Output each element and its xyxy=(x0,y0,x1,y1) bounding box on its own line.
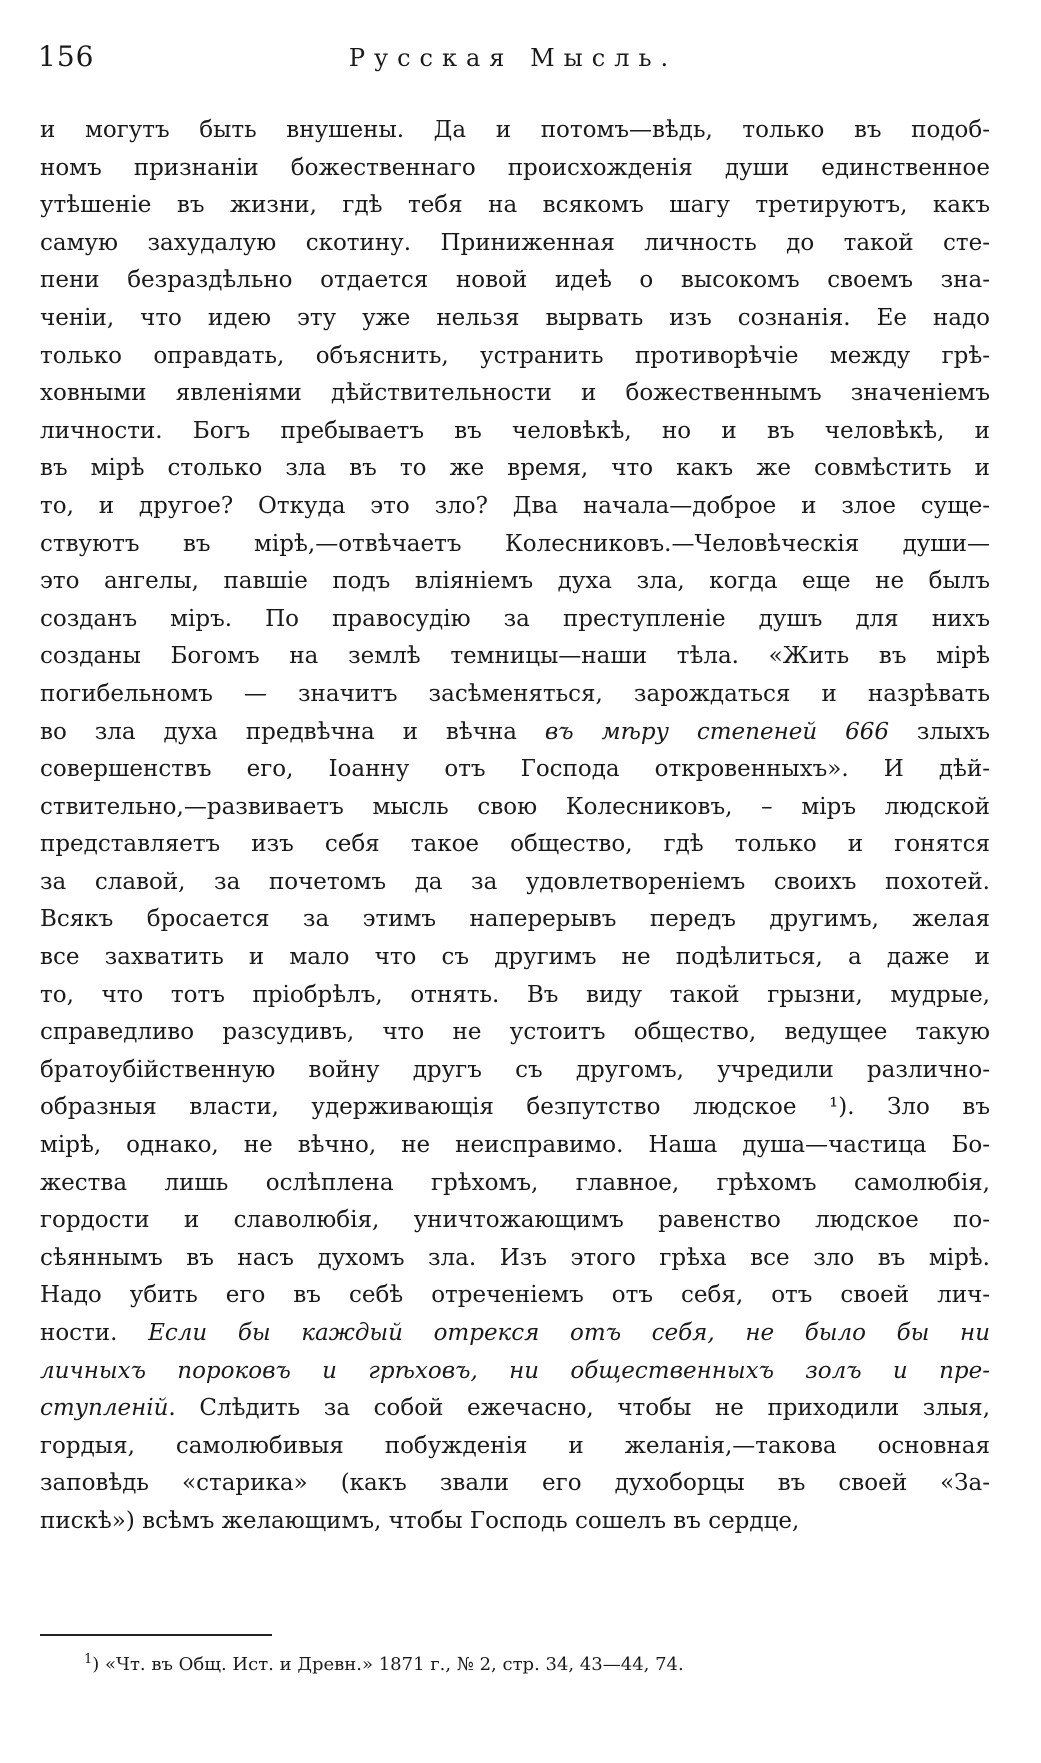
text-segment: Надо убить его въ себѣ отреченіемъ отъ себя, отъ своей лич- xyxy=(40,1282,990,1309)
text-segment: это ангелы, павшіе подъ вліяніемъ духа зла, когда еще не былъ xyxy=(40,568,990,595)
text-segment: за славой, за почетомъ да за удовлетвореніемъ своихъ похотей. xyxy=(40,868,990,895)
text-segment: погибельномъ — значитъ засѣменяться, зарождаться и назрѣвать xyxy=(40,680,990,707)
text-segment: ховными явленіями дѣйствительности и божественнымъ значеніемъ xyxy=(40,380,990,407)
text-line xyxy=(40,714,990,752)
text-segment: и могутъ быть внушены. Да и потомъ—вѣдь, только въ подоб- xyxy=(40,117,990,143)
text-line xyxy=(40,1315,990,1353)
text-segment: то, что тотъ пріобрѣлъ, отнять. Въ виду такой грызни, мудрые, xyxy=(40,981,990,1008)
text-line xyxy=(40,1390,990,1428)
text-line xyxy=(40,1202,990,1240)
text-segment: утѣшеніе въ жизни, гдѣ тебя на всякомъ шагу третируютъ, какъ xyxy=(40,192,990,219)
text-line xyxy=(40,338,990,376)
text-line xyxy=(40,939,990,977)
footnote-marker: 1 xyxy=(84,1652,93,1667)
text-line xyxy=(40,1240,990,1278)
italic-segment: въ мѣру степеней 666 xyxy=(544,718,889,745)
text-line xyxy=(40,751,990,789)
text-line xyxy=(40,901,990,939)
text-segment: жества лишь ослѣплена грѣхомъ, главное, грѣхомъ самолюбія, xyxy=(40,1169,990,1196)
text-segment: личности. Богъ пребываетъ въ человѣкѣ, но и въ человѣкѣ, и xyxy=(40,417,990,444)
text-line xyxy=(40,413,990,451)
text-line xyxy=(40,375,990,413)
text-line xyxy=(40,225,990,263)
text-line xyxy=(40,262,990,300)
text-segment: образныя власти, удерживающія безпутство людское ¹). Зло въ xyxy=(40,1094,990,1121)
footnote-rule xyxy=(40,1634,272,1636)
text-line xyxy=(40,563,990,601)
text-segment: пени безраздѣльно отдается новой идеѣ о высокомъ своемъ зна- xyxy=(40,267,990,294)
text-line xyxy=(40,1503,990,1541)
text-line xyxy=(40,526,990,564)
text-line xyxy=(40,112,990,150)
text-segment: самую захудалую скотину. Приниженная личность до такой сте- xyxy=(40,229,990,256)
text-segment: братоубійственную войну другъ съ другомъ, учредили различно- xyxy=(40,1056,990,1083)
text-segment: представляетъ изъ себя такое общество, гдѣ только и гонятся xyxy=(40,831,990,858)
text-segment: злыхъ xyxy=(889,718,990,745)
text-segment: ченіи, что идею эту уже нельзя вырвать изъ сознанія. Ее надо xyxy=(40,304,990,331)
running-title: Русская Мысль. xyxy=(348,44,678,72)
text-line xyxy=(40,638,990,676)
text-line xyxy=(40,676,990,714)
text-line xyxy=(40,1277,990,1315)
text-segment: ности. xyxy=(40,1320,149,1346)
text-line xyxy=(40,864,990,902)
text-segment: гордости и славолюбія, уничтожающимъ равенство людское по- xyxy=(40,1207,990,1234)
text-line xyxy=(40,1127,990,1165)
text-line xyxy=(40,300,990,338)
footnote xyxy=(84,1654,684,1675)
text-line xyxy=(40,601,990,639)
text-segment: созданъ міръ. По правосудію за преступленіе душъ для нихъ xyxy=(40,605,990,632)
text-line xyxy=(40,1353,990,1391)
italic-segment: ступленій xyxy=(40,1395,169,1422)
text-line xyxy=(40,1165,990,1203)
text-segment: Всякъ бросается за этимъ наперерывъ передъ другимъ, желая xyxy=(40,906,990,933)
text-segment: ствуютъ въ мірѣ,—отвѣчаетъ Колесниковъ.—Человѣческія души— xyxy=(40,530,990,557)
text-segment: все захватить и мало что съ другимъ не подѣлиться, а даже и xyxy=(40,944,990,971)
text-line xyxy=(40,187,990,225)
text-segment: сѣяннымъ въ насъ духомъ зла. Изъ этого грѣха все зло въ мірѣ. xyxy=(40,1244,990,1271)
text-segment: мірѣ, однако, не вѣчно, не неисправимо. Наша душа—частица Бо- xyxy=(40,1132,990,1159)
footnote-text: ) «Чт. въ Общ. Ист. и Древн.» 1871 г., № 2, стр. 34, 43—44, 74. xyxy=(92,1654,684,1675)
text-segment: заповѣдь «старика» (какъ звали его духоборцы въ своей «За- xyxy=(40,1470,990,1497)
text-line xyxy=(40,789,990,827)
text-line xyxy=(40,488,990,526)
text-segment: . Слѣдить за собой ежечасно, чтобы не приходили злыя, xyxy=(168,1395,990,1422)
text-line xyxy=(40,1428,990,1466)
italic-segment: личныхъ пороковъ и грѣховъ, ни общественныхъ золъ и пре- xyxy=(40,1357,990,1384)
text-segment: гордыя, самолюбивыя побужденія и желанія,—такова основная xyxy=(40,1432,990,1459)
text-segment: только оправдать, объяснить, устранить противорѣчіе между грѣ- xyxy=(40,342,990,369)
text-line xyxy=(40,450,990,488)
text-segment: совершенствъ его, Іоанну отъ Господа откровенныхъ». И дѣй- xyxy=(40,756,990,783)
page-number: 156 xyxy=(38,40,95,73)
text-segment: въ мірѣ столько зла въ то же время, что какъ же совмѣстить и xyxy=(40,455,990,482)
text-segment: ствительно,—развиваетъ мысль свою Колесниковъ, – міръ людской xyxy=(40,793,990,820)
text-line xyxy=(40,1052,990,1090)
text-line xyxy=(40,977,990,1015)
text-segment: созданы Богомъ на землѣ темницы—наши тѣла. «Жить въ мірѣ xyxy=(40,643,990,670)
text-line xyxy=(40,1465,990,1503)
text-line xyxy=(40,1014,990,1052)
text-segment: пискѣ») всѣмъ желающимъ, чтобы Господь сошелъ въ сердце, xyxy=(40,1507,800,1534)
text-segment: во зла духа предвѣчна и вѣчна xyxy=(40,718,545,745)
text-line xyxy=(40,150,990,188)
text-segment: справедливо разсудивъ, что не устоитъ общество, ведущее такую xyxy=(40,1019,990,1046)
italic-segment: Если бы каждый отрекся отъ себя, не было бы ни xyxy=(148,1320,991,1346)
page-header xyxy=(38,40,988,84)
text-line xyxy=(40,826,990,864)
body-text xyxy=(40,112,990,1541)
text-segment: то, и другое? Откуда это зло? Два начала—доброе и злое суще- xyxy=(40,492,990,519)
text-line xyxy=(40,1089,990,1127)
text-segment: номъ признаніи божественнаго происхожденія души единственное xyxy=(40,154,990,181)
